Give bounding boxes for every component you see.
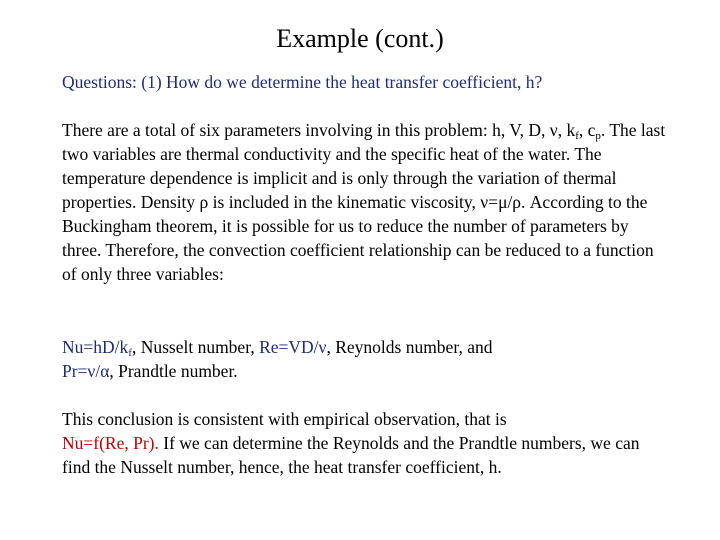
- nusselt-formula: Nu=hD/k: [62, 337, 129, 357]
- conclusion-paragraph: [62, 407, 672, 479]
- reynolds-formula: Re=VD/ν: [259, 337, 327, 357]
- prandtl-formula: Pr=ν/α: [62, 361, 110, 381]
- question-text: Questions: (1) How do we determine the heat transfer coefficient, h?: [62, 72, 543, 92]
- para1-text-1: There are a total of six parameters involving in this problem: h, V, D, ν, k: [62, 120, 576, 140]
- slide-title: Example (cont.): [276, 24, 444, 53]
- reynolds-name: , Reynolds number, and: [326, 337, 493, 357]
- para1-text-2: , c: [578, 120, 596, 140]
- function-relation: Nu=f(Re, Pr).: [62, 433, 159, 453]
- parameters-paragraph: [62, 118, 672, 286]
- subscript-f: f: [128, 347, 132, 359]
- nusselt-name: , Nusselt number,: [131, 337, 260, 357]
- prandtl-name: , Prandtle number.: [109, 361, 238, 381]
- subscript-p: p: [595, 130, 601, 142]
- dimensionless-numbers-paragraph: [62, 335, 672, 383]
- conclusion-text-2: If we can determine the Reynolds and the Prandtle numbers, we can find the Nusselt number, hence, the heat transfer coefficient, h.: [62, 433, 640, 477]
- para1-text-3: . The last two variables are thermal conductivity and the specific heat of the water. The temperature dependence is implicit and is only through the variation of thermal properties. Density ρ is included in the kinematic viscosity, ν=μ/ρ. According to the Buckingham theorem, it is possible for us to reduce the number of parameters by three. Therefore, the convection coefficient relationship can be reduced to a function of only three variables:: [62, 120, 666, 284]
- conclusion-text-1: This conclusion is consistent with empirical observation, that is: [62, 409, 507, 429]
- subscript-f: f: [575, 130, 579, 142]
